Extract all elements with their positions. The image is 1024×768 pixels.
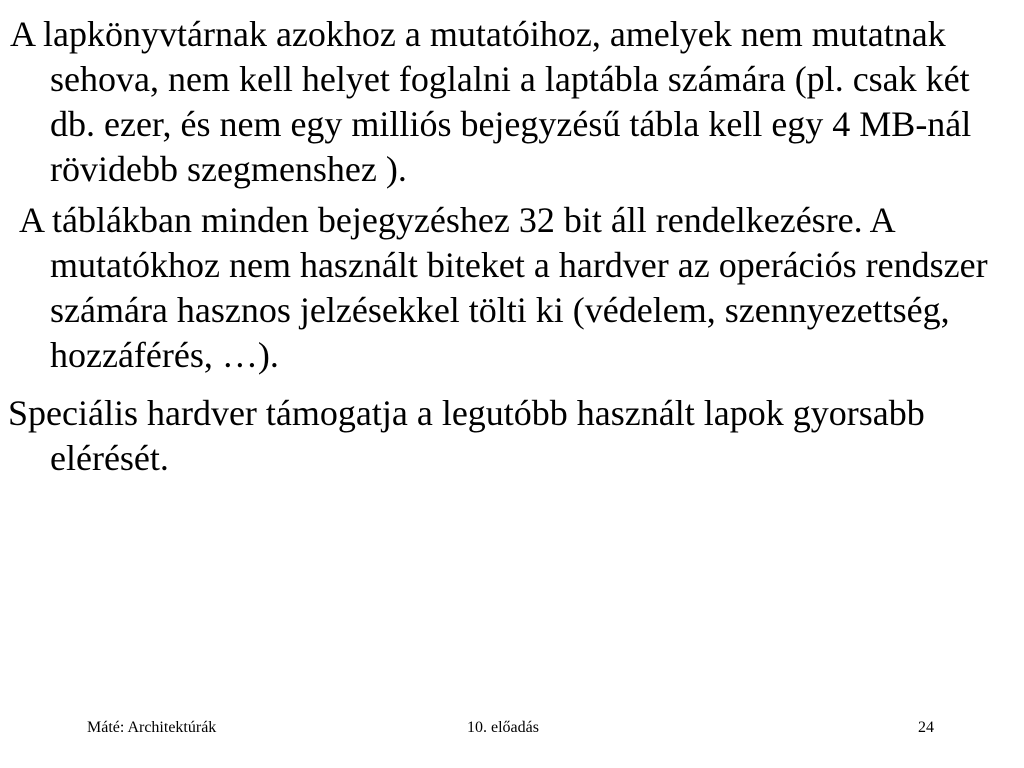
paragraph-page-table-pointers: A lapkönyvtárnak azokhoz a mutatóihoz, amelyek nem mutatnak sehova, nem kell helyet foglalni a laptábla számára (pl. csak két db. ezer, és nem egy milliós bejegyzésű tábla kell egy 4 MB-nál rövidebb szegmenshez ). [10, 14, 972, 189]
paragraph-hardware-support: Speciális hardver támogatja a legutóbb használt lapok gyorsabb elérését. [8, 393, 925, 478]
footer-author-course: Máté: Architektúrák [87, 719, 217, 736]
slide-footer [0, 716, 1024, 740]
footer-lecture: 10. előadás [467, 719, 539, 736]
slide-body [0, 12, 1024, 481]
footer-page-number: 24 [918, 719, 934, 736]
paragraph-table-entry-bits: A táblákban minden bejegyzéshez 32 bit áll rendelkezésre. A mutatókhoz nem használt biteket a hardver az operációs rendszer számára hasznos jelzésekkel tölti ki (védelem, szennyezettség, hozzáférés, …). [19, 200, 988, 375]
